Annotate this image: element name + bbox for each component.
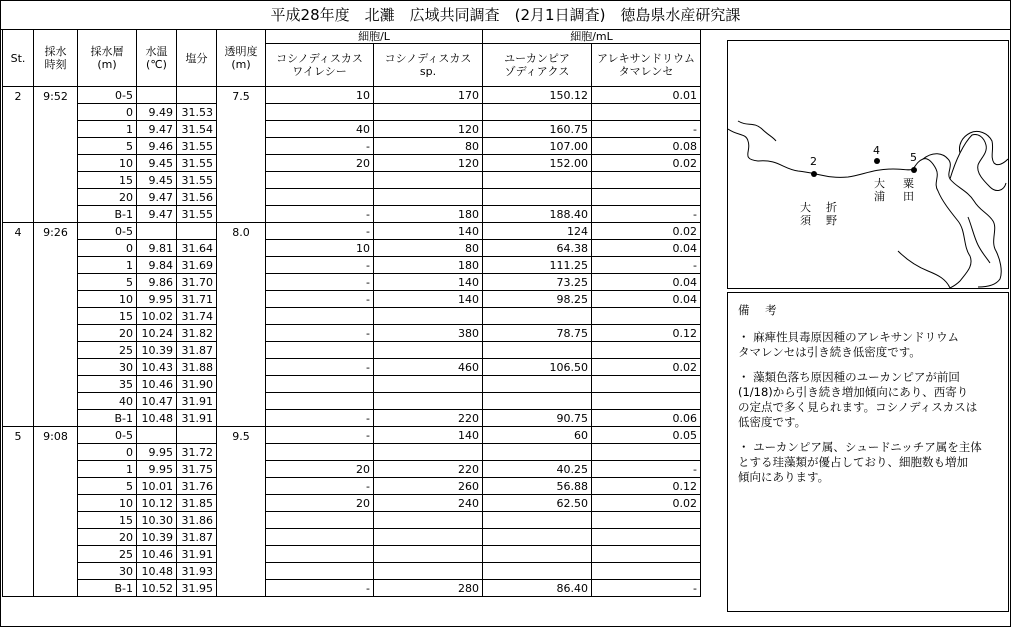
col-header-transparency: 透明度 (m) xyxy=(217,30,266,87)
cell-species-1 xyxy=(266,563,374,580)
cell-species-4 xyxy=(592,393,701,410)
report-title: 平成28年度 北灘 広域共同調査 (2月1日調査) 徳島県水産研究課 xyxy=(0,0,1011,30)
cell-species-4: 0.04 xyxy=(592,274,701,291)
cell-species-2 xyxy=(374,342,483,359)
cell-temperature: 9.45 xyxy=(137,172,177,189)
cell-salinity: 31.82 xyxy=(177,325,217,342)
cell-temperature: 10.02 xyxy=(137,308,177,325)
cell-species-3 xyxy=(483,529,592,546)
location-map xyxy=(727,40,1009,289)
station-4-marker xyxy=(874,158,880,164)
cell-species-3 xyxy=(483,546,592,563)
table-row xyxy=(3,257,701,274)
station-2-label: 2 xyxy=(810,155,817,168)
cell-salinity: 31.54 xyxy=(177,121,217,138)
cell-salinity: 31.87 xyxy=(177,342,217,359)
cell-depth: 25 xyxy=(78,546,137,563)
cell-species-1: 20 xyxy=(266,495,374,512)
cell-temperature: 10.12 xyxy=(137,495,177,512)
cell-species-2 xyxy=(374,546,483,563)
col-header-species-2: コシノディスカス sp. xyxy=(374,44,483,87)
cell-species-3 xyxy=(483,512,592,529)
place-name-awata: 粟田 xyxy=(903,177,914,203)
cell-salinity: 31.55 xyxy=(177,206,217,223)
cell-depth: 20 xyxy=(78,529,137,546)
table-row xyxy=(3,155,701,172)
cell-salinity: 31.72 xyxy=(177,444,217,461)
transparency-value: 9.5 xyxy=(217,427,266,597)
cell-salinity: 31.53 xyxy=(177,104,217,121)
table-row xyxy=(3,546,701,563)
cell-species-3: 78.75 xyxy=(483,325,592,342)
cell-species-2: 120 xyxy=(374,155,483,172)
cell-salinity: 31.88 xyxy=(177,359,217,376)
cell-species-2 xyxy=(374,376,483,393)
cell-salinity: 31.85 xyxy=(177,495,217,512)
cell-species-4: 0.02 xyxy=(592,155,701,172)
table-row xyxy=(3,308,701,325)
cell-species-1 xyxy=(266,393,374,410)
cell-species-1 xyxy=(266,546,374,563)
cell-species-2 xyxy=(374,189,483,206)
group-header-cells-per-ml: 細胞/mL xyxy=(483,30,701,44)
cell-salinity: 31.55 xyxy=(177,172,217,189)
cell-salinity xyxy=(177,427,217,444)
remark-note-2: ・ 藻類色落ち原因種のユーカンピアが前回 (1/18)から引き続き増加傾向にあり、西寄り の定点で多く見られます。コシノディスカスは 低密度です。 xyxy=(738,370,978,429)
remark-note-3: ・ ユーカンピア属、シュードニッチア属を主体 とする珪藻類が優占しており、細胞数も増加 傾向にあります。 xyxy=(738,440,982,484)
cell-species-2: 180 xyxy=(374,206,483,223)
cell-temperature: 10.48 xyxy=(137,563,177,580)
table-row xyxy=(3,342,701,359)
cell-salinity: 31.90 xyxy=(177,376,217,393)
cell-species-4: 0.08 xyxy=(592,138,701,155)
table-row xyxy=(3,138,701,155)
cell-temperature: 10.46 xyxy=(137,376,177,393)
cell-salinity: 31.55 xyxy=(177,138,217,155)
cell-depth: 20 xyxy=(78,325,137,342)
cell-species-3 xyxy=(483,563,592,580)
cell-species-1: - xyxy=(266,325,374,342)
col-header-time: 採水 時刻 xyxy=(34,30,78,87)
sampling-time: 9:26 xyxy=(34,223,78,427)
cell-depth: B-1 xyxy=(78,580,137,597)
cell-depth: 20 xyxy=(78,189,137,206)
cell-species-1: - xyxy=(266,206,374,223)
cell-temperature: 10.48 xyxy=(137,410,177,427)
cell-temperature xyxy=(137,87,177,104)
cell-temperature xyxy=(137,223,177,240)
cell-species-1 xyxy=(266,529,374,546)
cell-species-1: 40 xyxy=(266,121,374,138)
cell-species-4: - xyxy=(592,257,701,274)
cell-depth: 5 xyxy=(78,478,137,495)
cell-species-4 xyxy=(592,546,701,563)
place-name-osu: 大須 xyxy=(800,201,811,227)
cell-salinity: 31.93 xyxy=(177,563,217,580)
station-number: 5 xyxy=(3,427,34,597)
cell-species-3: 90.75 xyxy=(483,410,592,427)
table-row xyxy=(3,274,701,291)
cell-species-4 xyxy=(592,308,701,325)
col-header-salinity: 塩分 xyxy=(177,30,217,87)
cell-species-3: 60 xyxy=(483,427,592,444)
cell-species-2: 220 xyxy=(374,461,483,478)
cell-species-4 xyxy=(592,512,701,529)
cell-species-3 xyxy=(483,104,592,121)
cell-species-2: 170 xyxy=(374,87,483,104)
place-name-labels xyxy=(800,176,914,227)
cell-species-1: - xyxy=(266,359,374,376)
station-number: 4 xyxy=(3,223,34,427)
cell-species-2: 380 xyxy=(374,325,483,342)
cell-depth: 0 xyxy=(78,444,137,461)
cell-temperature: 10.39 xyxy=(137,529,177,546)
cell-depth: 25 xyxy=(78,342,137,359)
cell-salinity: 31.75 xyxy=(177,461,217,478)
cell-species-2 xyxy=(374,393,483,410)
cell-species-2: 220 xyxy=(374,410,483,427)
cell-species-1 xyxy=(266,308,374,325)
cell-salinity: 31.56 xyxy=(177,189,217,206)
cell-depth: 0 xyxy=(78,104,137,121)
cell-temperature: 10.52 xyxy=(137,580,177,597)
table-row xyxy=(3,495,701,512)
cell-species-2: 260 xyxy=(374,478,483,495)
table-row xyxy=(3,223,701,240)
cell-species-1: - xyxy=(266,410,374,427)
cell-species-4 xyxy=(592,444,701,461)
sampling-time: 9:52 xyxy=(34,87,78,223)
cell-temperature: 9.84 xyxy=(137,257,177,274)
table-row xyxy=(3,478,701,495)
cell-species-4 xyxy=(592,342,701,359)
cell-species-3: 188.40 xyxy=(483,206,592,223)
cell-salinity: 31.91 xyxy=(177,393,217,410)
cell-species-3 xyxy=(483,172,592,189)
cell-species-3: 73.25 xyxy=(483,274,592,291)
cell-species-1: - xyxy=(266,580,374,597)
cell-species-2: 120 xyxy=(374,121,483,138)
cell-species-4: 0.12 xyxy=(592,325,701,342)
station-4-label: 4 xyxy=(873,144,880,157)
cell-species-3: 40.25 xyxy=(483,461,592,478)
cell-species-3: 107.00 xyxy=(483,138,592,155)
cell-species-2 xyxy=(374,172,483,189)
cell-depth: 40 xyxy=(78,393,137,410)
cell-depth: B-1 xyxy=(78,206,137,223)
cell-salinity xyxy=(177,223,217,240)
cell-species-3: 111.25 xyxy=(483,257,592,274)
cell-species-3: 124 xyxy=(483,223,592,240)
cell-species-1 xyxy=(266,104,374,121)
cell-species-1: - xyxy=(266,427,374,444)
cell-species-4: - xyxy=(592,206,701,223)
table-row xyxy=(3,563,701,580)
cell-species-2 xyxy=(374,512,483,529)
cell-species-4: 0.01 xyxy=(592,87,701,104)
cell-temperature: 9.46 xyxy=(137,138,177,155)
cell-species-2 xyxy=(374,563,483,580)
cell-temperature: 10.43 xyxy=(137,359,177,376)
cell-species-4: 0.02 xyxy=(592,495,701,512)
cell-salinity xyxy=(177,87,217,104)
cell-species-1: - xyxy=(266,291,374,308)
cell-species-1: 10 xyxy=(266,240,374,257)
cell-species-4: 0.04 xyxy=(592,240,701,257)
table-row xyxy=(3,529,701,546)
cell-temperature: 9.95 xyxy=(137,444,177,461)
cell-species-3 xyxy=(483,444,592,461)
cell-species-3: 152.00 xyxy=(483,155,592,172)
cell-species-4: - xyxy=(592,580,701,597)
cell-species-2 xyxy=(374,104,483,121)
cell-depth: 5 xyxy=(78,138,137,155)
transparency-value: 7.5 xyxy=(217,87,266,223)
cell-species-2: 180 xyxy=(374,257,483,274)
table-row xyxy=(3,87,701,104)
cell-species-3: 150.12 xyxy=(483,87,592,104)
cell-species-3 xyxy=(483,376,592,393)
cell-species-4: 0.02 xyxy=(592,359,701,376)
place-name-oura: 大浦 xyxy=(874,177,885,203)
cell-species-4: 0.05 xyxy=(592,427,701,444)
cell-species-2 xyxy=(374,444,483,461)
cell-temperature: 9.95 xyxy=(137,461,177,478)
cell-temperature: 10.30 xyxy=(137,512,177,529)
cell-salinity: 31.69 xyxy=(177,257,217,274)
table-body xyxy=(3,87,701,597)
cell-salinity: 31.87 xyxy=(177,529,217,546)
table-row xyxy=(3,376,701,393)
table-row xyxy=(3,121,701,138)
station-number: 2 xyxy=(3,87,34,223)
cell-species-3: 86.40 xyxy=(483,580,592,597)
table-row xyxy=(3,325,701,342)
cell-depth: 0 xyxy=(78,240,137,257)
cell-temperature: 10.47 xyxy=(137,393,177,410)
col-header-species-3: ユーカンピア ゾディアクス xyxy=(483,44,592,87)
cell-species-1 xyxy=(266,189,374,206)
sampling-time: 9:08 xyxy=(34,427,78,597)
cell-temperature: 10.24 xyxy=(137,325,177,342)
cell-depth: 15 xyxy=(78,308,137,325)
cell-salinity: 31.71 xyxy=(177,291,217,308)
cell-depth: 5 xyxy=(78,274,137,291)
cell-species-3: 56.88 xyxy=(483,478,592,495)
table-row xyxy=(3,206,701,223)
cell-species-2 xyxy=(374,308,483,325)
cell-species-3 xyxy=(483,308,592,325)
table-row xyxy=(3,410,701,427)
cell-temperature: 9.47 xyxy=(137,206,177,223)
cell-species-1 xyxy=(266,376,374,393)
cell-temperature: 9.47 xyxy=(137,121,177,138)
table-row xyxy=(3,359,701,376)
cell-species-2: 140 xyxy=(374,274,483,291)
table-row xyxy=(3,189,701,206)
station-2-marker xyxy=(811,171,817,177)
table-row xyxy=(3,104,701,121)
cell-species-4: 0.12 xyxy=(592,478,701,495)
col-header-temp: 水温 (℃) xyxy=(137,30,177,87)
cell-salinity: 31.76 xyxy=(177,478,217,495)
cell-depth: 1 xyxy=(78,461,137,478)
cell-depth: 30 xyxy=(78,563,137,580)
cell-species-3: 106.50 xyxy=(483,359,592,376)
cell-species-4: 0.04 xyxy=(592,291,701,308)
cell-species-2: 460 xyxy=(374,359,483,376)
cell-species-1 xyxy=(266,172,374,189)
cell-temperature: 10.39 xyxy=(137,342,177,359)
cell-species-3: 98.25 xyxy=(483,291,592,308)
table-row xyxy=(3,240,701,257)
cell-temperature xyxy=(137,427,177,444)
cell-species-3: 62.50 xyxy=(483,495,592,512)
col-header-st: St. xyxy=(3,30,34,87)
survey-table xyxy=(2,29,701,597)
cell-temperature: 9.95 xyxy=(137,291,177,308)
cell-depth: 0-5 xyxy=(78,223,137,240)
cell-temperature: 10.46 xyxy=(137,546,177,563)
cell-salinity: 31.91 xyxy=(177,410,217,427)
coastline-map xyxy=(728,41,1008,288)
cell-species-4: 0.06 xyxy=(592,410,701,427)
cell-species-2 xyxy=(374,529,483,546)
station-5-marker xyxy=(911,167,917,173)
group-header-cells-per-l: 細胞/L xyxy=(266,30,483,44)
cell-salinity: 31.64 xyxy=(177,240,217,257)
cell-species-2: 140 xyxy=(374,291,483,308)
cell-species-4 xyxy=(592,104,701,121)
cell-temperature: 9.86 xyxy=(137,274,177,291)
cell-species-1: - xyxy=(266,478,374,495)
table-row xyxy=(3,393,701,410)
cell-species-2: 280 xyxy=(374,580,483,597)
cell-species-4 xyxy=(592,376,701,393)
cell-depth: 1 xyxy=(78,121,137,138)
table-row xyxy=(3,172,701,189)
cell-species-2: 140 xyxy=(374,223,483,240)
col-header-species-4: アレキサンドリウム タマレンセ xyxy=(592,44,701,87)
cell-temperature: 9.49 xyxy=(137,104,177,121)
cell-depth: 10 xyxy=(78,495,137,512)
cell-species-1 xyxy=(266,342,374,359)
col-header-species-1: コシノディスカス ワイレシー xyxy=(266,44,374,87)
table-row xyxy=(3,580,701,597)
place-name-orino: 折野 xyxy=(826,201,837,227)
cell-species-1: 10 xyxy=(266,87,374,104)
cell-salinity: 31.74 xyxy=(177,308,217,325)
cell-species-1: 20 xyxy=(266,461,374,478)
cell-depth: 0-5 xyxy=(78,427,137,444)
cell-species-4: - xyxy=(592,461,701,478)
table-row xyxy=(3,461,701,478)
cell-depth: B-1 xyxy=(78,410,137,427)
cell-species-1: 20 xyxy=(266,155,374,172)
cell-species-2: 80 xyxy=(374,240,483,257)
table-row xyxy=(3,427,701,444)
cell-depth: 10 xyxy=(78,155,137,172)
cell-depth: 15 xyxy=(78,512,137,529)
cell-species-1: - xyxy=(266,138,374,155)
cell-species-2: 140 xyxy=(374,427,483,444)
cell-depth: 10 xyxy=(78,291,137,308)
cell-species-1: - xyxy=(266,257,374,274)
cell-species-4 xyxy=(592,563,701,580)
col-header-layer: 採水層 (m) xyxy=(78,30,137,87)
cell-species-4 xyxy=(592,189,701,206)
cell-depth: 0-5 xyxy=(78,87,137,104)
cell-temperature: 9.81 xyxy=(137,240,177,257)
cell-species-3: 64.38 xyxy=(483,240,592,257)
transparency-value: 8.0 xyxy=(217,223,266,427)
cell-salinity: 31.55 xyxy=(177,155,217,172)
cell-salinity: 31.91 xyxy=(177,546,217,563)
remarks-panel xyxy=(727,292,1009,612)
cell-species-3 xyxy=(483,393,592,410)
cell-species-4 xyxy=(592,529,701,546)
remarks-heading: 備 考 xyxy=(738,303,783,317)
cell-species-4: 0.02 xyxy=(592,223,701,240)
cell-species-3 xyxy=(483,342,592,359)
cell-species-1 xyxy=(266,444,374,461)
cell-depth: 15 xyxy=(78,172,137,189)
cell-species-1: - xyxy=(266,223,374,240)
cell-species-1: - xyxy=(266,274,374,291)
cell-temperature: 9.45 xyxy=(137,155,177,172)
cell-salinity: 31.86 xyxy=(177,512,217,529)
cell-species-3: 160.75 xyxy=(483,121,592,138)
cell-species-1 xyxy=(266,512,374,529)
table-row xyxy=(3,444,701,461)
cell-species-4 xyxy=(592,172,701,189)
cell-temperature: 10.01 xyxy=(137,478,177,495)
station-5-label: 5 xyxy=(910,151,917,164)
cell-depth: 35 xyxy=(78,376,137,393)
cell-salinity: 31.95 xyxy=(177,580,217,597)
cell-species-3 xyxy=(483,189,592,206)
cell-species-2: 240 xyxy=(374,495,483,512)
cell-depth: 1 xyxy=(78,257,137,274)
remark-note-1: ・ 麻痺性貝毒原因種のアレキサンドリウム タマレンセは引き続き低密度です。 xyxy=(738,330,960,359)
table-row xyxy=(3,291,701,308)
cell-temperature: 9.47 xyxy=(137,189,177,206)
cell-depth: 30 xyxy=(78,359,137,376)
table-row xyxy=(3,512,701,529)
cell-salinity: 31.70 xyxy=(177,274,217,291)
cell-species-4: - xyxy=(592,121,701,138)
cell-species-2: 80 xyxy=(374,138,483,155)
